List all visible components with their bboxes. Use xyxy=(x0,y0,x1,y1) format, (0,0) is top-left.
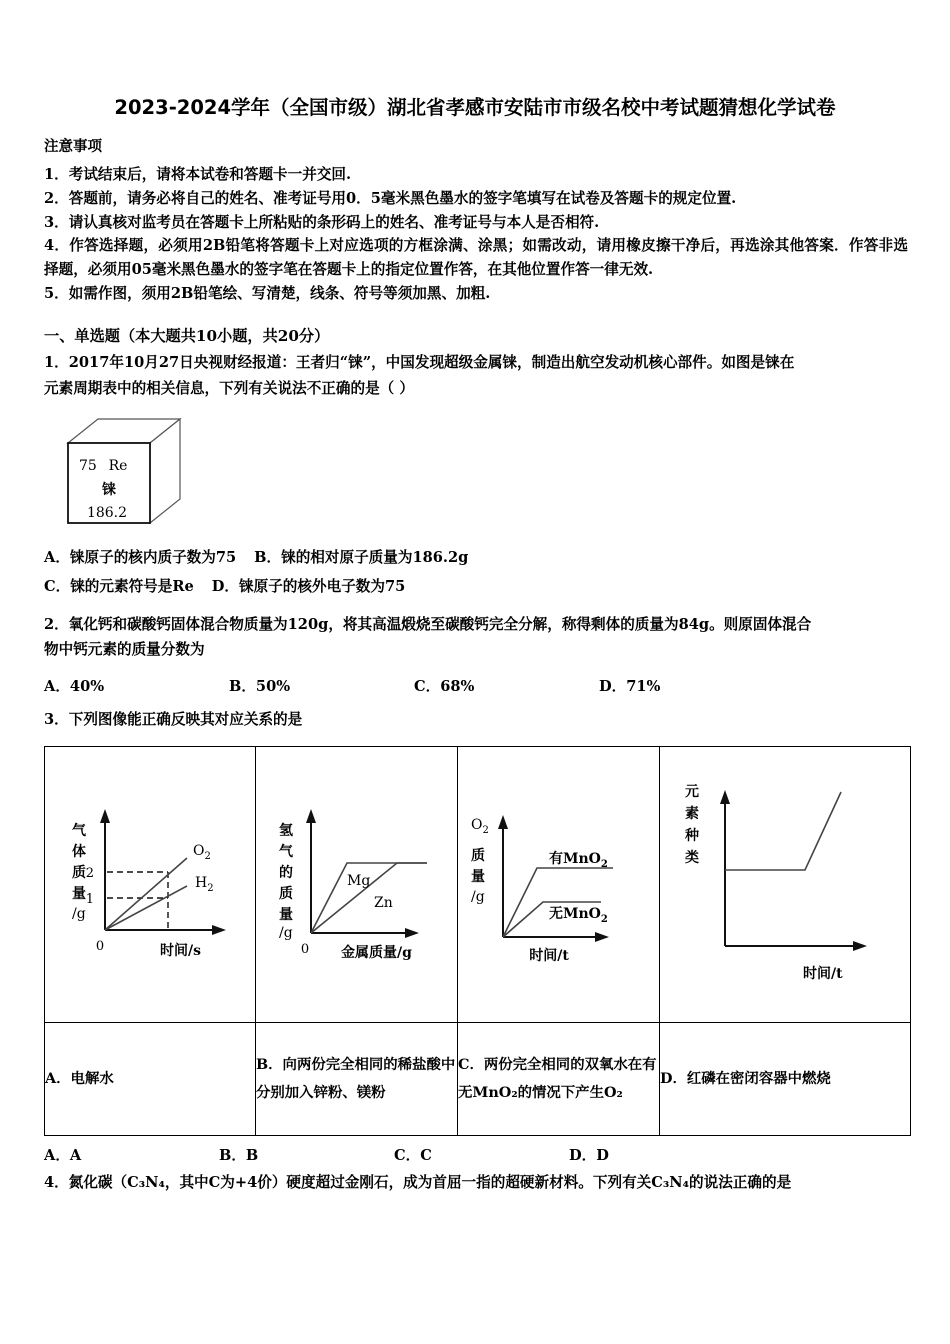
chart-b-xlabel: 金属质量/g xyxy=(340,944,412,961)
cube-chinese-name: 铼 xyxy=(102,482,116,499)
chart-a-ylabel-ch3: 质 xyxy=(72,864,86,881)
notice-item-3: 3．请认真核对监考员在答题卡上所粘贴的条形码上的姓名、准考证号与本人是否相符. xyxy=(44,213,600,231)
chart-a-ylabel-ch4: 量 xyxy=(72,885,86,902)
chart-cell-b xyxy=(256,747,458,1023)
chart-c-ylabel-ch1: 质 xyxy=(470,847,485,864)
chart-d-ylabel-ch1: 元 xyxy=(684,783,699,800)
chart-a-ylabel-unit: /g xyxy=(72,905,86,922)
caption-cell-a[interactable]: A．电解水 xyxy=(45,1023,256,1136)
chart-cell-c xyxy=(458,747,660,1023)
q2-option-a[interactable]: A．40% xyxy=(44,677,105,695)
notice-heading: 注意事项 xyxy=(44,138,102,156)
q1-option-d[interactable]: D．铼原子的核外电子数为75 xyxy=(211,578,406,596)
chart-c-ylabel-o2: $O_2$ xyxy=(470,816,489,836)
chart-a-electrolysis-water xyxy=(50,755,250,1015)
notice-item-4: 4．作答选择题，必须用2B铅笔将答题卡上对应选项的方框涂满、涂黑；如需改动，请用橡皮擦干净后，再选涂其他答案．作答非选择题，必须用05毫米黑色墨水的签字笔在答题卡上的指定位置作答，在其他位置作答一律无效. xyxy=(44,237,908,278)
notice-list xyxy=(42,163,908,305)
chart-a-xlabel: 时间/s xyxy=(160,942,201,959)
chart-b-ylabel-unit: /g xyxy=(278,924,293,941)
q3-answer-d[interactable]: D．D xyxy=(569,1147,609,1165)
cube-atomic-number: 75 xyxy=(79,458,97,475)
chart-b-origin: 0 xyxy=(300,941,309,957)
chart-d-element-species xyxy=(663,750,908,1020)
notice-item-2: 2．答题前，请务必将自己的姓名、准考证号用0．5毫米黑色墨水的签字笔填写在试卷及答题卡的规定位置. xyxy=(44,190,737,208)
chart-c-legend-with: 有MnO$_2$ xyxy=(548,850,608,870)
chart-b-legend-zn: Zn xyxy=(373,894,393,911)
chart-c-peroxide-oxygen xyxy=(461,755,657,1015)
chart-d-xlabel: 时间/t xyxy=(802,965,843,982)
question-1-options xyxy=(44,543,908,601)
q3-answer-c[interactable]: C．C xyxy=(394,1147,432,1165)
chart-a-origin: 0 xyxy=(95,938,105,954)
chart-a-legend-h2: $H_2$ xyxy=(195,874,214,894)
chart-cell-a xyxy=(45,747,256,1023)
cube-atomic-mass: 186.2 xyxy=(86,505,128,522)
caption-row xyxy=(45,1023,911,1136)
question-3-answers xyxy=(44,1144,908,1165)
chart-b-ylabel-ch5: 量 xyxy=(278,906,293,923)
chart-b-legend-mg: Mg xyxy=(346,872,370,889)
question-1-stem-line2: 元素周期表中的相关信息，下列有关说法不正确的是（ ） xyxy=(44,379,414,397)
section-heading: 一、单选题（本大题共10小题，共20分） xyxy=(44,327,330,346)
chart-c-ylabel-unit: /g xyxy=(470,888,485,905)
chart-a-ylabel-ch2: 体 xyxy=(72,843,86,860)
chart-a-ylabel-ch1: 气 xyxy=(72,822,86,839)
question-2-stem-line2: 物中钙元素的质量分数为 xyxy=(44,641,205,659)
chart-b-ylabel-ch3: 的 xyxy=(278,864,293,881)
chart-d-ylabel-ch3: 种 xyxy=(684,827,699,844)
chart-a-ytick-1: 1 xyxy=(85,891,94,907)
question-3-stem: 3．下列图像能正确反映其对应关系的是 xyxy=(44,710,303,728)
question-4-stem: 4．氮化碳（C₃N₄，其中C为+4价）硬度超过金刚石，成为首屈一指的超硬新材料。下列有关C₃N₄的说法正确的是 xyxy=(44,1174,792,1192)
chart-c-ylabel-ch2: 量 xyxy=(470,868,485,885)
cube-element-symbol: Re xyxy=(108,458,128,475)
chart-cell-d xyxy=(660,747,911,1023)
q3-answer-a[interactable]: A．A xyxy=(44,1147,82,1165)
question-3-graph-table xyxy=(44,746,911,1136)
chart-b-ylabel-ch4: 质 xyxy=(278,885,293,902)
rhenium-element-cube xyxy=(60,413,250,533)
chart-a-ytick-2: 2 xyxy=(85,865,94,881)
caption-cell-b[interactable]: B．向两份完全相同的稀盐酸中分别加入锌粉、镁粉 xyxy=(256,1023,458,1136)
caption-cell-c[interactable]: C．两份完全相同的双氧水在有无MnO₂的情况下产生O₂ xyxy=(458,1023,660,1136)
graph-row xyxy=(45,747,911,1023)
question-2-options xyxy=(44,675,908,696)
page-title: 2023-2024学年（全国市级）湖北省孝感市安陆市市级名校中考试题猜想化学试卷 xyxy=(114,96,836,119)
q1-option-c[interactable]: C．铼的元素符号是Re xyxy=(44,578,194,596)
chart-c-xlabel: 时间/t xyxy=(528,947,569,964)
notice-item-1: 1．考试结束后，请将本试卷和答题卡一并交回. xyxy=(44,166,352,184)
q3-answer-b[interactable]: B．B xyxy=(219,1147,259,1165)
chart-b-ylabel-ch1: 氢 xyxy=(278,822,293,839)
q2-option-d[interactable]: D．71% xyxy=(599,677,661,695)
q1-option-b[interactable]: B．铼的相对原子质量为186.2g xyxy=(254,549,469,567)
chart-b-ylabel-ch2: 气 xyxy=(278,843,293,860)
notice-item-5: 5．如需作图，须用2B铅笔绘、写清楚，线条、符号等须加黑、加粗. xyxy=(44,284,491,302)
chart-d-ylabel-ch2: 素 xyxy=(684,805,699,822)
q1-option-a[interactable]: A．铼原子的核内质子数为75 xyxy=(44,549,237,567)
question-2-stem-line1: 2．氧化钙和碳酸钙固体混合物质量为120g，将其高温煅烧至碳酸钙完全分解，称得剩体的质量为84g。则原固体混合 xyxy=(44,615,812,633)
question-1-stem-line1: 1．2017年10月27日央视财经报道：王者归“铼”，中国发现超级金属铼，制造出航空发动机核心部件。如图是铼在 xyxy=(44,354,795,372)
chart-b-metal-hydrogen xyxy=(259,755,455,1015)
q2-option-b[interactable]: B．50% xyxy=(229,677,291,695)
chart-a-legend-o2: $O_2$ xyxy=(193,842,211,862)
question-1-options-row-1 xyxy=(44,543,908,572)
q2-option-c[interactable]: C．68% xyxy=(414,677,475,695)
question-1-options-row-2 xyxy=(44,572,908,601)
caption-cell-d[interactable]: D．红磷在密闭容器中燃烧 xyxy=(660,1023,911,1136)
chart-d-ylabel-ch4: 类 xyxy=(684,849,699,866)
chart-c-legend-without: 无MnO$_2$ xyxy=(548,905,608,925)
